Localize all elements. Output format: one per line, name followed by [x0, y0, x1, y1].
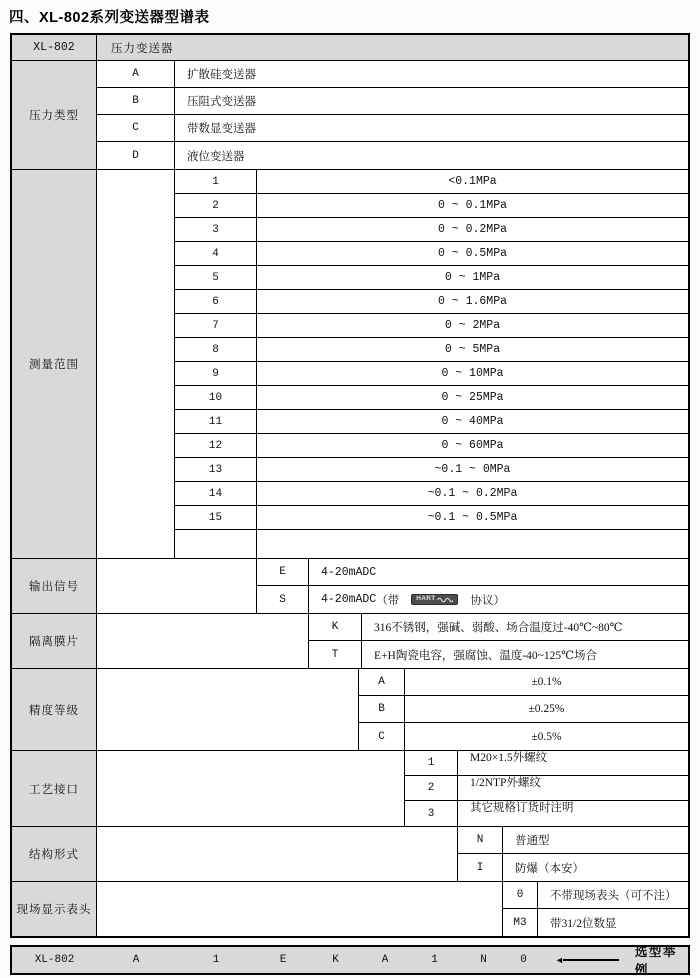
table-row	[405, 751, 688, 776]
code-cell: 11	[175, 410, 257, 433]
description-cell: M20×1.5外螺纹	[470, 752, 548, 764]
table-row	[175, 410, 688, 434]
section-structure-form	[12, 827, 688, 882]
table-row	[359, 669, 688, 696]
table-row	[175, 482, 688, 506]
description-cell: 4-20mADC	[321, 565, 377, 579]
table-row	[175, 266, 688, 290]
table-row	[175, 170, 688, 194]
empty-cell	[97, 882, 503, 936]
empty-cell	[97, 827, 458, 881]
code-cell: 14	[175, 482, 257, 505]
description-cell: 0 ~ 5MPa	[444, 343, 501, 356]
description-cell: 0 ~ 60MPa	[441, 439, 504, 452]
code-cell	[175, 530, 257, 558]
model-spec-table	[10, 33, 690, 938]
description-cell: 0 ~ 25MPa	[441, 391, 504, 404]
code-cell: 3	[405, 801, 458, 826]
example-code: 1	[431, 954, 438, 966]
description-cell: 0 ~ 10MPa	[441, 367, 504, 380]
code-cell: D	[97, 142, 175, 169]
table-row	[175, 242, 688, 266]
code-cell: T	[309, 641, 362, 668]
example-code: 0	[520, 954, 527, 966]
empty-cell	[97, 559, 257, 613]
code-cell: C	[97, 115, 175, 141]
section-label-structure-form: 结构形式	[12, 827, 97, 881]
description-cell: ~0.1 ~ 0.5MPa	[427, 511, 518, 524]
left-arrow-icon: ◄	[555, 956, 619, 965]
empty-cell	[97, 614, 309, 668]
description-cell: 防爆（本安）	[515, 862, 584, 875]
description-cell	[257, 530, 688, 558]
description-cell: 316不锈钢，强碱、弱酸、场合温度过-40℃~80℃	[374, 622, 623, 634]
section-label-display-head: 现场显示表头	[12, 882, 97, 936]
code-cell: 12	[175, 434, 257, 457]
code-cell: B	[359, 696, 405, 722]
description-cell: 0 ~ 1MPa	[444, 271, 501, 284]
section-output-signal	[12, 559, 688, 614]
description-cell: ±0.5%	[531, 730, 562, 743]
description-cell: E+H陶瓷电容，强腐蚀、温度-40~125℃场合	[374, 649, 597, 662]
code-cell: 9	[175, 362, 257, 385]
description-cell: 1/2NTP外螺纹	[470, 777, 541, 789]
section-label-pressure-type: 压力类型	[12, 61, 97, 169]
code-cell: 6	[175, 290, 257, 313]
table-row	[257, 586, 688, 613]
empty-cell	[97, 751, 405, 826]
description-cell: <0.1MPa	[448, 175, 497, 188]
code-cell: 1	[405, 751, 458, 775]
code-cell: I	[458, 854, 503, 881]
table-row	[175, 458, 688, 482]
example-code: A	[132, 954, 140, 966]
code-cell: 15	[175, 506, 257, 529]
description-cell: 扩散硅变送器	[187, 69, 256, 81]
description-cell: ~0.1 ~ 0.2MPa	[427, 487, 518, 500]
description-cell: 液位变送器	[187, 150, 245, 163]
page-title: 四、XL-802系列变送器型谱表	[9, 10, 210, 26]
description-cell: 带数显变送器	[187, 123, 256, 135]
section-label-output-signal: 输出信号	[12, 559, 97, 613]
example-code: E	[279, 954, 287, 966]
example-code: K	[332, 954, 339, 966]
description-cell: 带31/2位数显	[550, 917, 617, 930]
description-cell: 普通型	[515, 835, 550, 847]
section-label-measure-range: 测量范围	[12, 170, 97, 558]
description-cell: ~0.1 ~ 0MPa	[434, 463, 511, 476]
description-cell: 0 ~ 1.6MPa	[437, 295, 507, 308]
description-cell: ±0.25%	[528, 703, 565, 715]
example-code: N	[480, 954, 487, 966]
section-measure-range	[12, 170, 688, 559]
hart-protocol-badge	[411, 594, 458, 605]
table-row	[175, 386, 688, 410]
description-text: 协议）	[470, 594, 505, 607]
table-row	[175, 362, 688, 386]
code-cell: 0	[503, 882, 538, 908]
table-row	[175, 194, 688, 218]
description-cell: 0 ~ 40MPa	[441, 415, 504, 428]
code-cell: K	[309, 614, 362, 640]
description-cell: 0 ~ 0.1MPa	[437, 199, 507, 212]
table-row	[503, 882, 688, 909]
code-cell: B	[97, 88, 175, 114]
description-cell: 0 ~ 2MPa	[444, 319, 501, 332]
section-display-head	[12, 882, 688, 936]
table-row	[97, 88, 688, 115]
section-pressure-type	[12, 61, 688, 170]
description-text: 4-20mADC	[321, 593, 377, 606]
code-cell: S	[257, 586, 309, 613]
code-cell: 3	[175, 218, 257, 241]
code-cell: 1	[175, 170, 257, 193]
section-process-connection	[12, 751, 688, 827]
code-cell: 7	[175, 314, 257, 337]
description-cell	[309, 586, 688, 613]
table-row	[175, 218, 688, 242]
product-name-cell: 压力变送器	[97, 35, 688, 60]
table-row	[309, 641, 688, 668]
code-cell: C	[359, 723, 405, 750]
table-row	[175, 314, 688, 338]
table-row	[257, 559, 688, 586]
table-row	[458, 854, 688, 881]
table-row	[175, 530, 688, 558]
table-row	[359, 696, 688, 723]
table-row	[175, 290, 688, 314]
code-cell: 2	[405, 776, 458, 800]
example-code: A	[381, 954, 389, 966]
table-row	[503, 909, 688, 936]
description-cell: ±0.1%	[531, 676, 562, 688]
selection-example-bar	[10, 945, 690, 975]
table-row	[97, 61, 688, 88]
description-cell: 压阻式变送器	[187, 96, 256, 108]
table-row	[405, 776, 688, 801]
example-model: XL-802	[34, 954, 75, 966]
table-row	[405, 801, 688, 826]
example-label: 选型举例	[634, 945, 677, 977]
table-row	[359, 723, 688, 750]
table-row	[175, 338, 688, 362]
table-row	[458, 827, 688, 854]
section-label-accuracy-class: 精度等级	[12, 669, 97, 750]
sine-wave-icon	[437, 596, 453, 604]
code-cell: 13	[175, 458, 257, 481]
table-header-row	[12, 35, 688, 61]
description-text: （带	[376, 594, 400, 607]
code-cell: A	[97, 61, 175, 87]
section-label-process-connection: 工艺接口	[12, 751, 97, 826]
section-accuracy-class	[12, 669, 688, 751]
table-row	[97, 115, 688, 142]
code-cell: 8	[175, 338, 257, 361]
code-cell: N	[458, 827, 503, 853]
code-cell: A	[359, 669, 405, 695]
empty-cell	[97, 669, 359, 750]
description-cell: 其它规格订货时注明	[470, 802, 574, 814]
code-cell: M3	[503, 909, 538, 936]
table-row	[309, 614, 688, 641]
code-cell: 4	[175, 242, 257, 265]
description-cell: 不带现场表头（可不注）	[550, 890, 677, 902]
hart-badge-text: HART	[416, 595, 436, 603]
code-cell: 10	[175, 386, 257, 409]
model-code-cell: XL-802	[12, 35, 97, 60]
table-row	[97, 142, 688, 169]
description-cell: 0 ~ 0.2MPa	[437, 223, 507, 236]
code-cell: 2	[175, 194, 257, 217]
example-code: 1	[212, 954, 220, 966]
description-cell: 0 ~ 0.5MPa	[437, 247, 507, 260]
table-row	[175, 434, 688, 458]
section-isolation-diaphragm	[12, 614, 688, 669]
code-cell: E	[257, 559, 309, 585]
table-row	[175, 506, 688, 530]
empty-cell	[97, 170, 175, 558]
section-label-isolation-diaphragm: 隔离膜片	[12, 614, 97, 668]
code-cell: 5	[175, 266, 257, 289]
